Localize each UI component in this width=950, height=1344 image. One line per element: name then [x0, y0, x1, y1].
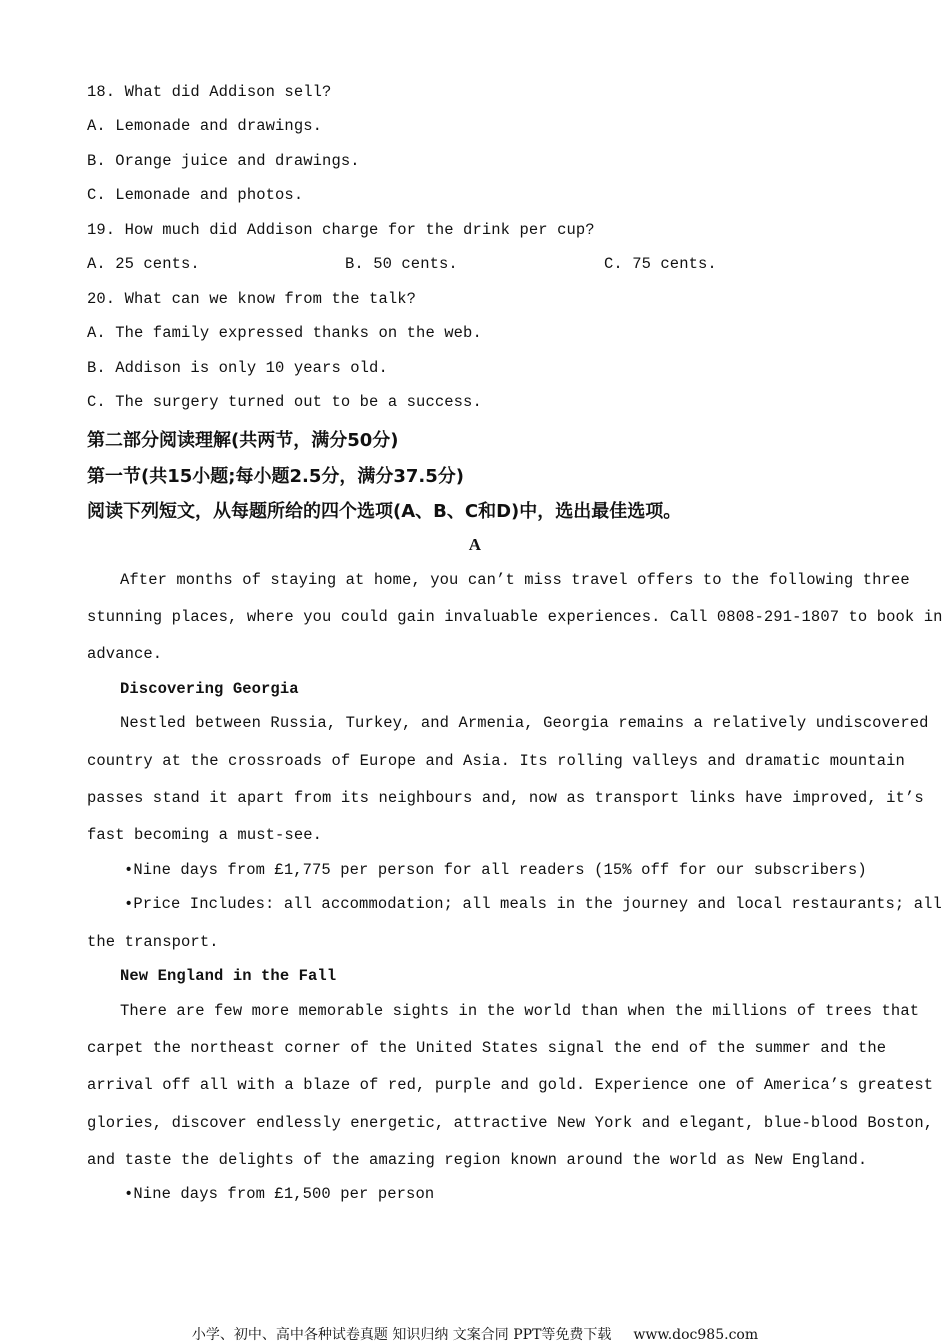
option-20b: B. Addison is only 10 years old.	[87, 359, 388, 377]
option-18c: C. Lemonade and photos.	[87, 186, 304, 204]
option-19a: A. 25 cents.	[87, 255, 200, 273]
intro-line-3: advance.	[87, 645, 163, 663]
page-footer	[0, 1324, 950, 1344]
new-england-line-3: arrival off all with a blaze of red, purple and gold. Experience one of America’s greatest	[87, 1076, 934, 1094]
question-20: 20. What can we know from the talk?	[87, 290, 417, 308]
option-19c: C. 75 cents.	[604, 255, 717, 273]
intro-line-2: stunning places, where you could gain invaluable experiences. Call 0808-291-1807 to book in	[87, 608, 943, 626]
new-england-line-5: and taste the delights of the amazing region known around the world as New England.	[87, 1151, 868, 1169]
georgia-line-1: Nestled between Russia, Turkey, and Armenia, Georgia remains a relatively undiscovered	[120, 714, 929, 732]
new-england-line-1: There are few more memorable sights in the world than when the millions of trees that	[120, 1002, 920, 1020]
option-20c: C. The surgery turned out to be a success.	[87, 393, 482, 411]
georgia-line-4: fast becoming a must-see.	[87, 826, 323, 844]
intro-line-1: After months of staying at home, you can’t miss travel offers to the following three	[120, 571, 910, 589]
new-england-bullet-1: •Nine days from £1,500 per person	[124, 1185, 435, 1203]
section-one-heading: 第一节(共15小题;每小题2.5分，满分37.5分)	[87, 466, 464, 487]
instructions: 阅读下列短文，从每题所给的四个选项(A、B、C和D)中，选出最佳选项。	[87, 501, 682, 522]
option-19b: B. 50 cents.	[345, 255, 458, 273]
part-two-heading: 第二部分阅读理解(共两节，满分50分)	[87, 430, 399, 451]
georgia-line-2: country at the crossroads of Europe and Asia. Its rolling valleys and dramatic mountain	[87, 752, 905, 770]
option-20a: A. The family expressed thanks on the web.	[87, 324, 482, 342]
option-18b: B. Orange juice and drawings.	[87, 152, 360, 170]
heading-georgia: Discovering Georgia	[120, 680, 299, 698]
footer-url[interactable]: www.doc985.com	[633, 1327, 759, 1343]
georgia-bullet-2: •Price Includes: all accommodation; all meals in the journey and local restaurants; all	[124, 895, 942, 913]
option-18a: A. Lemonade and drawings.	[87, 117, 323, 135]
footer-text: 小学、初中、高中各种试卷真题 知识归纳 文案合同 PPT等免费下载	[191, 1327, 612, 1343]
new-england-line-4: glories, discover endlessly energetic, attractive New York and elegant, blue-blood Boston,	[87, 1114, 934, 1132]
question-18: 18. What did Addison sell?	[87, 83, 332, 101]
passage-letter: A	[468, 535, 482, 554]
new-england-line-2: carpet the northeast corner of the United States signal the end of the summer and the	[87, 1039, 887, 1057]
heading-new-england: New England in the Fall	[120, 967, 337, 985]
question-19: 19. How much did Addison charge for the drink per cup?	[87, 221, 595, 239]
georgia-bullet-1: •Nine days from £1,775 per person for all readers (15% off for our subscribers)	[124, 861, 867, 879]
georgia-line-3: passes stand it apart from its neighbours and, now as transport links have improved, it’s	[87, 789, 924, 807]
georgia-bullet-2-cont: the transport.	[87, 933, 219, 951]
